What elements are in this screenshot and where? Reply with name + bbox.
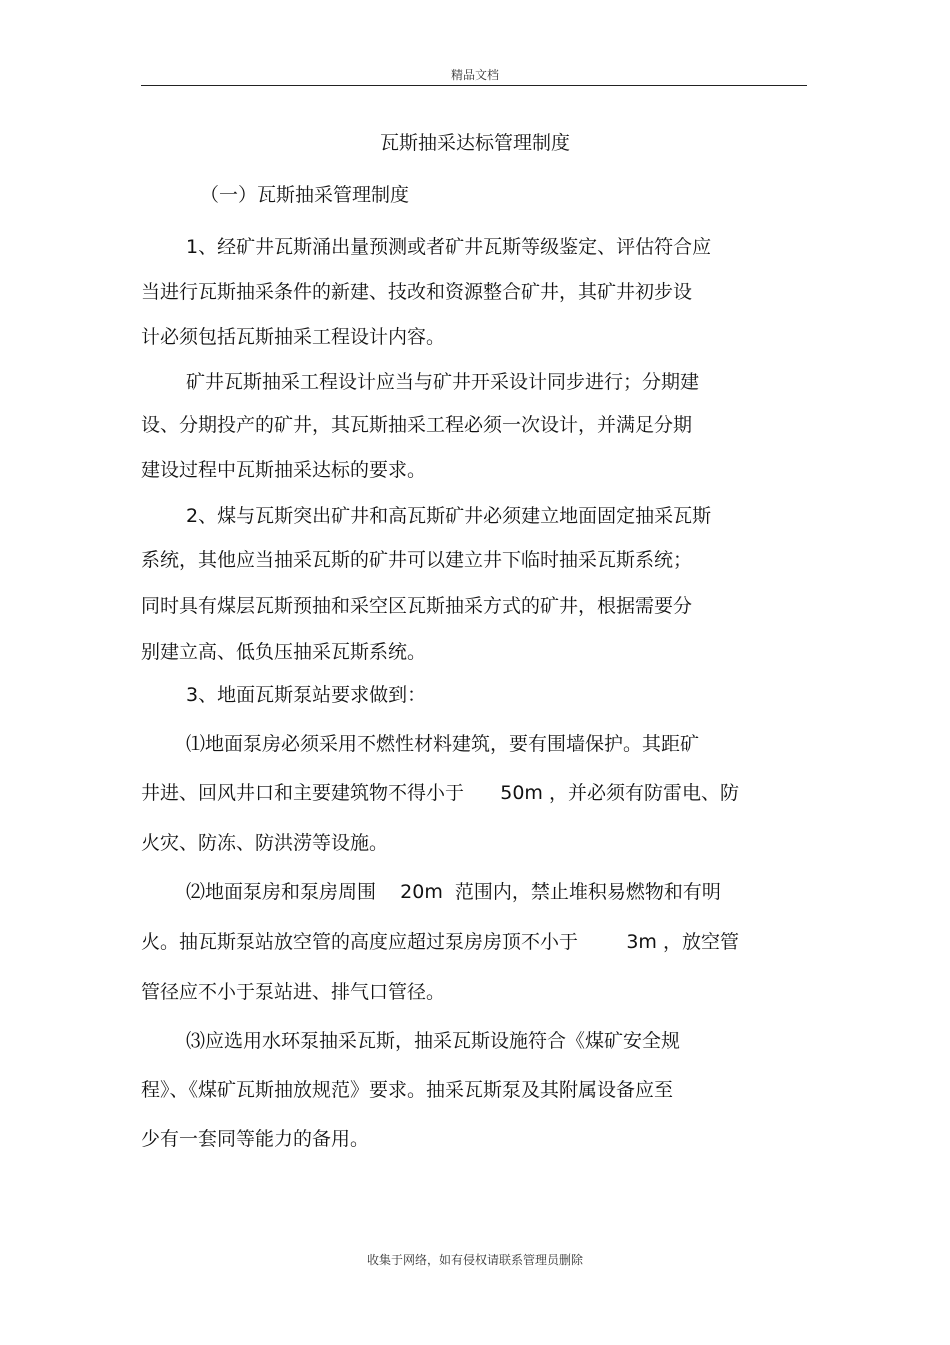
paragraph-line: 火灾、防冻、防洪涝等设施。 bbox=[141, 832, 389, 854]
paragraph-line: 矿井瓦斯抽采工程设计应当与矿井开采设计同步进行；分期建 bbox=[186, 371, 700, 393]
paragraph-line: 建设过程中瓦斯抽采达标的要求。 bbox=[141, 459, 427, 481]
paragraph-line: 程》、《煤矿瓦斯抽放规范》要求。抽采瓦斯泵及其附属设备应至 bbox=[141, 1079, 674, 1101]
paragraph-line: 2、煤与瓦斯突出矿井和高瓦斯矿井必须建立地面固定抽采瓦斯 bbox=[186, 505, 712, 527]
paragraph-line: 别建立高、低负压抽采瓦斯系统。 bbox=[141, 641, 427, 663]
paragraph-line: 少有一套同等能力的备用。 bbox=[141, 1128, 370, 1150]
header-divider bbox=[141, 85, 807, 86]
paragraph-line: 计必须包括瓦斯抽采工程设计内容。 bbox=[141, 326, 446, 348]
paragraph-line: ⑵地面泵房和泵房周围 20m 范围内，禁止堆积易燃物和有明 bbox=[186, 881, 721, 903]
page-header: 精品文档 bbox=[450, 68, 499, 82]
section-heading: （一）瓦斯抽采管理制度 bbox=[200, 184, 410, 206]
paragraph-line: 设、分期投产的矿井，其瓦斯抽采工程必须一次设计，并满足分期 bbox=[141, 414, 693, 436]
paragraph-line: 管径应不小于泵站进、排气口管径。 bbox=[141, 981, 446, 1003]
page-footer: 收集于网络，如有侵权请联系管理员删除 bbox=[366, 1253, 583, 1267]
paragraph-line: 井进、回风井口和主要建筑物不得小于 50m ，并必须有防雷电、防 bbox=[141, 782, 739, 804]
paragraph-line: 1、经矿井瓦斯涌出量预测或者矿井瓦斯等级鉴定、评估符合应 bbox=[186, 236, 712, 258]
paragraph-line: 当进行瓦斯抽采条件的新建、技改和资源整合矿井，其矿井初步设 bbox=[141, 281, 693, 303]
paragraph-line: 火。抽瓦斯泵站放空管的高度应超过泵房房顶不小于 3m ，放空管 bbox=[141, 931, 739, 953]
paragraph-line: 同时具有煤层瓦斯预抽和采空区瓦斯抽采方式的矿井，根据需要分 bbox=[141, 595, 693, 617]
paragraph-line: 系统，其他应当抽采瓦斯的矿井可以建立井下临时抽采瓦斯系统； bbox=[141, 549, 693, 571]
paragraph-line: ⑴地面泵房必须采用不燃性材料建筑，要有围墙保护。其距矿 bbox=[186, 733, 700, 755]
document-title: 瓦斯抽采达标管理制度 bbox=[379, 132, 570, 154]
paragraph-line: ⑶应选用水环泵抽采瓦斯，抽采瓦斯设施符合《煤矿安全规 bbox=[186, 1030, 681, 1052]
paragraph-line: 3、地面瓦斯泵站要求做到： bbox=[186, 684, 427, 706]
